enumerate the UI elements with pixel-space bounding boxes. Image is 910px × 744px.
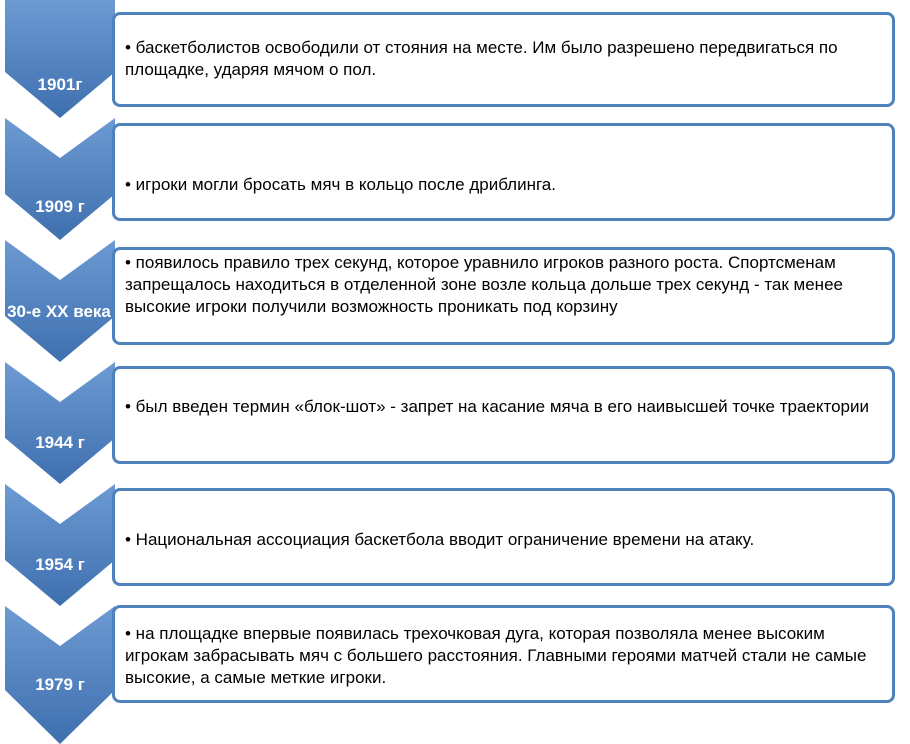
year-label: 30-е XX века	[7, 302, 111, 321]
event-box	[112, 12, 895, 107]
year-label: 1954 г	[35, 555, 85, 574]
chevron-1954	[5, 484, 115, 606]
event-text: • Национальная ассоциация баскетбола вводит ограничение времени на атаку.	[125, 530, 755, 549]
year-label: 1944 г	[35, 433, 85, 452]
event-text: • был введен термин «блок-шот» - запрет на касание мяча в его наивысшей точке траектории	[125, 397, 869, 416]
event-box	[112, 247, 895, 345]
chevron-1901	[5, 0, 115, 118]
event-box	[112, 605, 895, 703]
year-label: 1901г	[37, 75, 83, 94]
chevron-1909	[5, 118, 115, 240]
chevron-1944	[5, 362, 115, 484]
event-box	[112, 123, 895, 221]
year-label: 1979 г	[35, 675, 85, 694]
event-box	[112, 366, 895, 464]
event-text: • на площадке впервые появилась трехочковая дуга, которая позволяла менее высоким игрокам забрасывать мяч с большего расстояния. Главными героями матчей стали не самые высокие, а самые меткие игроки.	[125, 624, 867, 687]
event-text: • появилось правило трех секунд, которое уравнило игроков разного роста. Спортсменам запрещалось находиться в отделенной зоне возле кольца дольше трех секунд - так менее высокие игроки получили возможность проникать под корзину	[125, 253, 843, 316]
event-box	[112, 488, 895, 586]
event-text: • баскетболистов освободили от стояния на месте. Им было разрешено передвигаться по площадке, ударяя мячом о пол.	[125, 38, 838, 79]
event-text: • игроки могли бросать мяч в кольцо после дриблинга.	[125, 175, 556, 194]
year-label: 1909 г	[35, 197, 85, 216]
